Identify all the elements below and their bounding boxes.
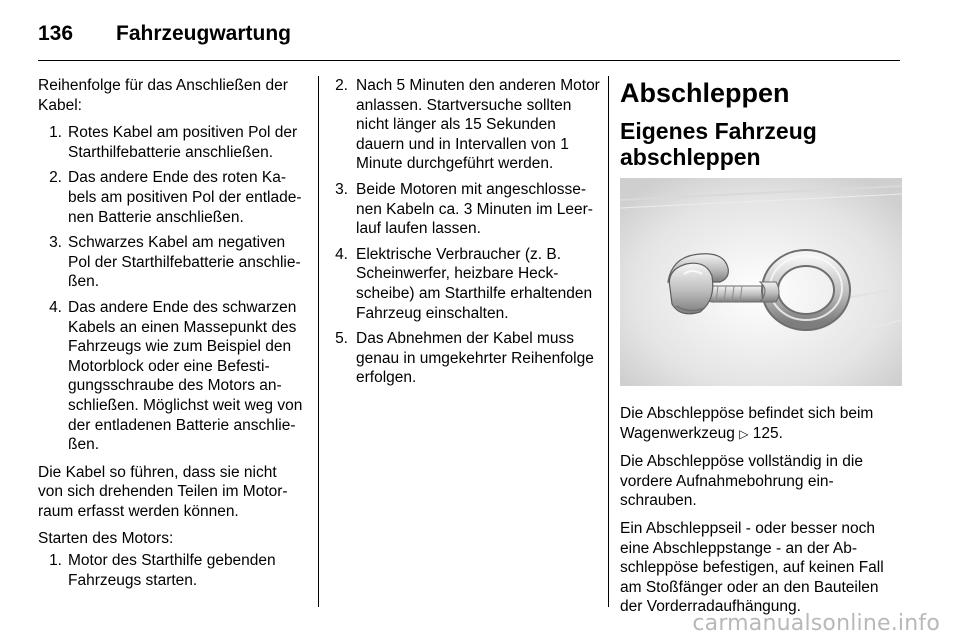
- subsection-heading: Eigenes Fahrzeug abschleppen: [620, 118, 817, 170]
- page-reference[interactable]: 125.: [752, 424, 783, 442]
- reference-triangle-icon: ▷: [739, 426, 749, 441]
- list-item: 4. Elektrische Verbraucher (z. B. Scheinwerfer, heizbare Heckscheibe) am Starthilfe erhaltenden Fahrzeug einschalten.: [335, 245, 593, 322]
- list-item: 4. Das andere Ende des schwarzen Kabels an einen Massepunkt des Fahrzeugs wie zum Beispiel den Motorblock oder eine Befestigungsschraube des Motors anschließen. Möglichst weit weg von der entladenen Batterie anschließen.: [49, 298, 303, 454]
- column-1: [38, 76, 304, 598]
- list-item: 2. Das andere Ende des roten Kabels am positiven Pol der entladenen Batterie anschließen.: [49, 169, 302, 226]
- section-title: Fahrzeugwartung: [116, 22, 292, 45]
- start-heading: Starten des Motors:: [38, 530, 174, 548]
- start-steps-continued: [330, 76, 602, 388]
- intro-paragraph: Reihenfolge für das Anschließen der Kabel:: [38, 77, 288, 114]
- watermark: carmanualsonline.info: [692, 611, 940, 636]
- tow-rope-instruction: Ein Abschleppseil - oder besser noch eine Abschleppstange - an der Abschleppöse befestigen, auf keinen Fall am Stoßfänger oder an den Bauteilen der Vorderradaufhängung.: [620, 519, 884, 616]
- column-2: [330, 76, 602, 396]
- column-3: [620, 78, 904, 625]
- list-item: 1. Motor des Starthilfe gebenden Fahrzeugs starten.: [49, 552, 276, 589]
- list-item: 3. Beide Motoren mit angeschlossenen Kabeln ca. 3 Minuten im Leerlauf laufen lassen.: [335, 180, 593, 238]
- connection-steps: [38, 123, 304, 455]
- page-number: 136: [38, 22, 74, 45]
- list-item: 1. Rotes Kabel am positiven Pol der Starthilfebatterie anschließen.: [49, 124, 298, 161]
- screw-in-instruction: Die Abschleppöse vollständig in die vordere Aufnahmebohrung einschrauben.: [620, 453, 863, 510]
- page-header: [38, 16, 900, 52]
- list-item: 2. Nach 5 Minuten den anderen Motor anlassen. Startversuche sollten nicht länger als 15 Sekunden dauern und in Intervallen von 1 Minute durchgeführt werden.: [335, 77, 600, 173]
- cable-note: Die Kabel so führen, dass sie nicht von sich drehenden Teilen im Motorraum erfasst werden können.: [38, 463, 288, 520]
- list-item: 5. Das Abnehmen der Kabel muss genau in umgekehrter Reihenfolge erfolgen.: [335, 330, 594, 387]
- header-divider: [38, 60, 900, 61]
- section-heading: Abschleppen: [620, 78, 790, 108]
- list-item: 3. Schwarzes Kabel am negativen Pol der Starthilfebatterie anschließen.: [49, 234, 301, 291]
- column-divider-2: [608, 76, 609, 607]
- tow-eye-location: Die Abschleppöse befindet sich beim Wagenwerkzeug ▷ 125.: [620, 405, 874, 442]
- column-divider-1: [318, 76, 319, 607]
- tow-eye-illustration: [620, 178, 902, 386]
- start-steps: [38, 551, 304, 590]
